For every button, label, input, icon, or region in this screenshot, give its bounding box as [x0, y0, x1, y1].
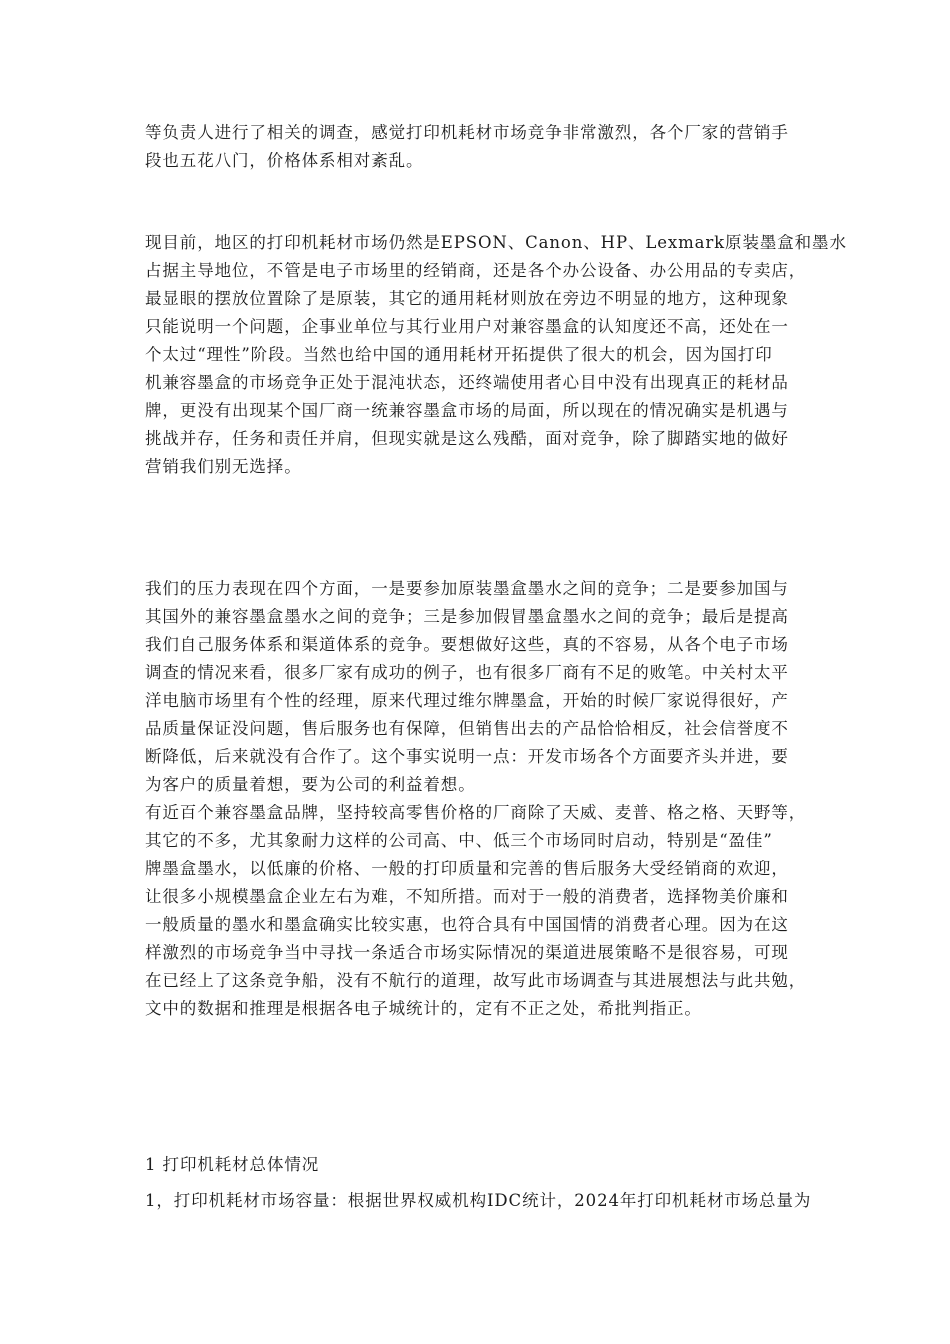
paragraph-survey-intro: [145, 119, 825, 175]
text-line: 样激烈的市场竞争当中寻找一条适合市场实际情况的渠道进展策略不是很容易，可现: [145, 943, 789, 962]
text-line: 段也五花八门，价格体系相对紊乱。: [145, 151, 424, 170]
text-line: 我们的压力表现在四个方面，一是要参加原装墨盒墨水之间的竞争；二是要参加国与: [145, 579, 789, 598]
text-line: 牌墨盒墨水，以低廉的价格、一般的打印质量和完善的售后服务大受经销商的欢迎，: [145, 859, 789, 878]
text-line: 现目前，地区的打印机耗材市场仍然是EPSON、Canon、HP、Lexmark原装墨盒和墨水: [145, 233, 847, 252]
text-line: 调查的情况来看，很多厂家有成功的例子，也有很多厂商有不足的败笔。中关村太平: [145, 663, 789, 682]
text-line: 营销我们别无选择。: [145, 457, 302, 476]
text-line: 1，打印机耗材市场容量：根据世界权威机构IDC统计，2024年打印机耗材市场总量为: [145, 1191, 812, 1210]
text-line: 个太过“理性”阶段。当然也给中国的通用耗材开拓提供了很大的机会，因为国打印: [145, 345, 773, 364]
text-line: 洋电脑市场里有个性的经理，原来代理过维尔牌墨盒，开始的时候厂家说得很好，产: [145, 691, 789, 710]
text-line: 等负责人进行了相关的调查，感觉打印机耗材市场竞争非常激烈，各个厂家的营销手: [145, 123, 789, 142]
text-line: 挑战并存，任务和责任并肩，但现实就是这么残酷，面对竞争，除了脚踏实地的做好: [145, 429, 789, 448]
text-line: 只能说明一个问题，企事业单位与其行业用户对兼容墨盒的认知度还不高，还处在一: [145, 317, 789, 336]
text-line: 我们自己服务体系和渠道体系的竞争。要想做好这些，真的不容易，从各个电子市场: [145, 635, 789, 654]
text-line: 在已经上了这条竞争船，没有不航行的道理，故写此市场调查与其进展想法与此共勉，: [145, 971, 807, 990]
text-line: 机兼容墨盒的市场竞争正处于混沌状态，还终端使用者心目中没有出现真正的耗材品: [145, 373, 789, 392]
text-line: 为客户的质量着想，要为公司的利益着想。: [145, 775, 476, 794]
text-line: 占据主导地位，不管是电子市场里的经销商，还是各个办公设备、办公用品的专卖店，: [145, 261, 807, 280]
section-heading-text: 1 打印机耗材总体情况: [145, 1155, 320, 1174]
text-line: 让很多小规模墨盒企业左右为难，不知所措。而对于一般的消费者，选择物美价廉和: [145, 887, 789, 906]
text-line: 牌，更没有出现某个国厂商一统兼容墨盒市场的局面，所以现在的情况确实是机遇与: [145, 401, 789, 420]
text-line: 文中的数据和推理是根据各电子城统计的，定有不正之处，希批判指正。: [145, 999, 702, 1018]
text-line: 断降低，后来就没有合作了。这个事实说明一点：开发市场各个方面要齐头并进，要: [145, 747, 789, 766]
paragraph-market-capacity: [145, 1187, 825, 1215]
text-line: 品质量保证没问题，售后服务也有保障，但销售出去的产品恰恰相反，社会信誉度不: [145, 719, 789, 738]
text-line: 一般质量的墨水和墨盒确实比较实惠，也符合具有中国国情的消费者心理。因为在这: [145, 915, 789, 934]
paragraph-market-status: [145, 229, 847, 481]
section-heading: [145, 1151, 825, 1179]
paragraph-competition-pressure: [145, 575, 825, 1023]
text-line: 有近百个兼容墨盒品牌，坚持较高零售价格的厂商除了天威、麦普、格之格、天野等，: [145, 803, 807, 822]
text-line: 最显眼的摆放位置除了是原装，其它的通用耗材则放在旁边不明显的地方，这种现象: [145, 289, 789, 308]
text-line: 其国外的兼容墨盒墨水之间的竞争；三是参加假冒墨盒墨水之间的竞争；最后是提高: [145, 607, 789, 626]
text-line: 其它的不多，尤其象耐力这样的公司高、中、低三个市场同时启动，特别是“盈佳”: [145, 831, 773, 850]
